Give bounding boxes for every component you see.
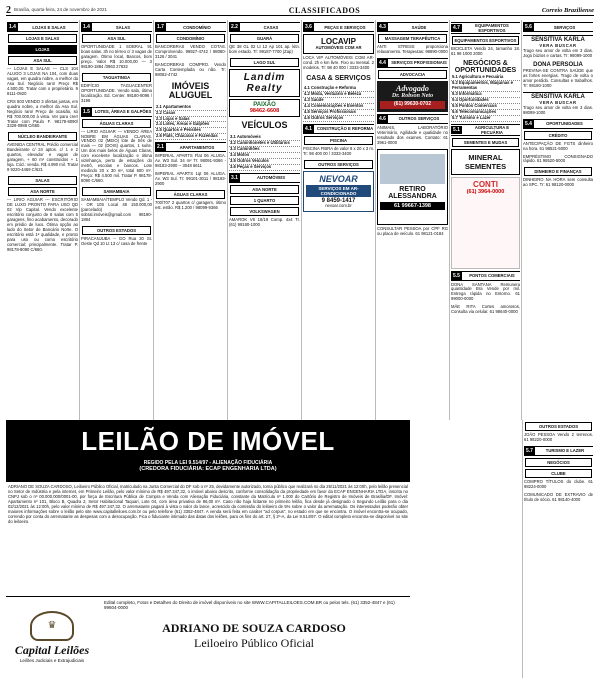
subheading: 1 QUARTO [230,196,299,205]
nevoar-website: nevoar.com.br [325,203,352,209]
classified-ad: LOCA VIP AUTOMÓVEIS COM AR-cond. 2h e km livre. Fixo ou mensal. 2 modelos. Tr: 98 40 000 / 3333-3400 [303,54,374,70]
category-number: 4.4 [379,59,386,66]
category-number: 3.1 [231,174,238,181]
category-header [229,173,300,183]
category-number: 4.3 [379,24,386,30]
retiro-ad [377,149,448,225]
conti-phone: (61) 3964-0000 [466,188,505,195]
section-index [303,86,374,122]
category-name: PEÇAS E SERVIÇOS [324,24,366,30]
page-header-left [6,5,107,16]
section-banner: IMÓVEIS ALUGUEL [168,80,213,101]
section-index-item: 3.2 Caminhonetes e Utilitários [229,141,300,147]
conti-ad [451,177,520,269]
section-banner: VEÍCULOS [241,120,288,131]
subheading: CLUBE [525,469,592,478]
section-index-item: 4.5 Serviços Profissionais [303,110,374,116]
lawyer-phone: (61) 99630-0702 [380,101,445,109]
category-header [303,124,374,134]
auction-banner [6,420,410,482]
subheading: NÚCLEO BANDEIRANTE [8,132,77,141]
subheading: TAGUATINGA [82,73,151,82]
category-name: CASAS [263,24,279,30]
classified-ad: BANCORBRAS COMPRO. Vendo Carta Contemplada ou não. Tr: 98082-4742 [155,61,226,77]
category-number: 5.6 [525,24,532,30]
section-index-item: 5.2 Equipamentos, Máquinas e Ferramentas [451,81,520,92]
subheading: NEGÓCIOS [525,458,592,467]
classified-ad: COMPRO TÍTULOS do clube. 61 98224-0000 [524,478,593,489]
column-4 [228,20,302,420]
classified-ad: BANCORBRAS VENDO COTAS. Compro/vendo. 99927-4742 / 98080-3126 / 3041 [155,44,226,59]
newspaper-name: Correio Braziliense [541,6,594,14]
subheading: LOJAS [8,45,77,54]
category-number: 5.1 [453,126,460,133]
crown-icon: ♛ [30,611,74,641]
classified-ad: BICICLETA Vendo 24, tamanho 18. 61 98 1000 2000 [451,46,520,56]
subheading: LOJAS E SALAS [8,34,77,43]
subheading: CRÉDITO [524,131,592,140]
psychic-tagline: VERA BUSCAR [539,99,577,105]
subheading: EQUIPAMENTOS ESPORTIVOS [452,36,519,45]
nevoar-service: SERVIÇOS EM AR-CONDICIONADO [306,185,371,198]
classified-ad: DINHEIRO NA HORA sem consulta ao SPC. Tr: 61 98120-0000 [523,177,593,188]
nevoar-logo: NEVOAR [319,173,358,184]
column-2 [80,20,154,420]
classified-ad: ANTI STRESS proporciona relaxamento. Terapeutas: 98890-0000 [377,44,448,54]
classified-ad: 700/707 2 quartos c/ garagem, ótimo est. estilo. R$ 1.200 / 98099-9366 [155,200,226,210]
category-header [377,22,448,32]
category-header [451,124,520,136]
auction-notice-text: ADRIANO DE SOUZA CARDOSO, Leiloeiro Público Oficial, matriculado na Junta Comercial do DF sob o nº 25, devidamente autorizado, torna público que realizará no dia 25/11/2021 às 12:00h, pelo leilão presencial no Setor de Indústria e pela internet, em Primeiro Leilão, pelo valor mínimo de R$ 497.347,32, o imóvel abaixo descrito, conforme consolidação da propriedade em favor da ECAP ENGENHARIA LTDA, inscrita no CNPJ sob o nº 00.000.000/0001-00, por força de Escritura Pública de Compra e Venda com Alienação Fiduciária, constante da Matrícula nº 1.000 do Cartório de Registro de Imóveis de Brasília/DF. Imóvel: Apartamento nº 101, Bloco B, Quadra 2, Setor Habitacional Taquari, Lote 04, com área privativa de 86,00 m². Caso não haja licitante no primeiro leilão, fica desde já designado o Segundo Leilão para o dia 02/12/2021 às 12:00h, pelo valor mínimo de R$ 497.347,32. O arrematante pagará à vista o valor do lance, acrescido da comissão do leiloeiro de 5% sobre o valor da arrematação. Os interessados poderão obter maiores informações sobre o leilão pelo site www.capitalleiloes.com.br ou pelo telefone (61) 3352-4847. A venda será feita em caráter "ad corpus", no estado em que se encontra. O imóvel encontra-se ocupado, correndo por conta do arrematante as despesas com a desocupação. Fica o fiduciante intimado das datas dos leilões, para os fins do art. 27, § 2º-A, da Lei 9.514/97. O edital completo encontra-se disponível no site do leiloeiro. [8,484,408,524]
section-index-item: 2.5 Quartos e Pensões [155,128,226,134]
subheading: ÁGUAS CLARAS [82,119,151,128]
column-8-continued [522,420,594,678]
subheading: OUTROS ESTADOS [525,422,592,431]
subheading: SALAS [8,176,77,185]
category-header [155,142,226,152]
classified-ad: PIRACANJUBA -- GO Rua 20 St. Oeste Qd 10 Lt 13 c/ casa de frente [81,235,152,246]
section-index-item: 2.6 Flats, Chácaras e Fazendas [155,134,226,140]
section-index-item: 4.1 Construção e Reforma [303,86,374,92]
classified-ad: JOÃO PESSOA Vendo 2 terrenos. 61 98220-0000 [524,432,593,442]
column-8 [522,20,594,420]
subheading: PISCINA [304,136,373,145]
classified-ad: CONSULTAR PESSOA por CPF RG ou placa de veículo. 61 98121-0184 [377,225,448,236]
section-index-item: 4.4 Comemorações e Eventos [303,104,374,110]
category-name: AUTOMÓVEIS [256,175,286,181]
auction-footer [6,596,410,678]
auction-creditor: (CREDORA FIDUCIÁRIA: ECAP ENGENHARIA LTDA) [139,466,277,472]
category-header [81,107,152,117]
locavip-tagline: AUTOMÓVEIS COM AR [315,45,362,50]
lawyer-ad [377,81,448,112]
subheading: SEMENTES E MUDAS [452,138,519,147]
subheading: CONDOMÍNIO [156,34,225,43]
section-title: CLASSIFICADOS [288,5,361,15]
classified-ad: MÃE RITA Cortes amorosos, Consulta via celular. 61 98640-0000 [451,304,520,315]
category-name: EQUIPAMENTOS ESPORTIVOS [475,23,509,33]
section-index-item: 5.4 Oportunidades [451,98,520,104]
section-index-item: 3.4 Motos [229,153,300,159]
psychic-ad [523,92,593,116]
psychic-name: SENSITIVA KARLA [531,37,585,43]
boxed-ad-title: PAIXÃO [253,101,276,108]
psychic-name: DONA PERSOLIA [533,61,583,68]
category-number: 4.7 [453,25,460,31]
classified-ad: PREVINA-SE CONTRA SAÚDE que as fortes energias. Trago de volta o amor perdido. Consultas e trabalhos. Tr: 98180-1000 [523,67,593,88]
classifieds-columns [6,20,594,420]
subheading: SAMAMBAIA [82,187,151,196]
section-index-item: 4.6 Outros Serviços [303,116,374,122]
section-index [155,105,226,141]
psychic-name: SENSITIVA KARLA [531,93,585,100]
classified-ad: ANIMAIS, LABORATÓRIO Veterinário, Agilidade e qualidade no resultado dos exames. Contato: 61 3961-0000 [377,124,448,145]
auctioneer-logo [6,597,98,678]
category-header [451,271,520,281]
category-number: 1.5 [83,108,90,115]
section-index-item: 4.3 Saúde [303,98,374,104]
section-index-item: 2.4 Lotes, Áreas e Galpões [155,122,226,128]
section-index [451,75,520,122]
classified-ad: AVENIDA CENTRAL Prédio comercial Bandeirante c/ 24 aptos. c/ 1 e 2 quartos, elevador e vagas de garagem, + 60 m² construídos + 1 loja. Cód.: venda. R$ 4.990 mil. Tratar 9 9220-4469 C/621 [7,142,78,173]
classified-ad: --- LIRIO AGUIAR --- VENDO ÁREA NOBRE EM ÁGUAS CLARAS. VENDO 02 (MEIO) lote de três de mais — 02 (DOIS) quartos, 1 suíte. Um dos mais belos de Águas Claras, com excelente localização e ótima vizinhança, perto de estações do metrô, escolas e bancos. Lote medindo 20 x 30 m², total 600 m². Preço: R$ 4.500 mil. Tratar P. 98178-8090 C/660. [81,128,152,184]
category-header [524,446,593,456]
section-index-item: 2.2 Casas [155,111,226,117]
lawyer-ad-title: Advogado [396,83,429,93]
auctioneer-role: Leiloeiro Público Oficial [194,635,314,650]
mineral-ad [451,149,520,175]
subheading: DINHEIRO E FINANÇAS [524,167,592,176]
realty-ad [229,69,300,97]
locavip-logo: LOCAVIP [321,37,356,46]
section-index-item: 2.1 Apartamentos [155,105,226,111]
locavip-ad [303,34,374,54]
subheading: ÁGUAS CLARAS [156,190,225,199]
auction-info-text: Edital completo, Fotos e Detalhes do Direito de imóvel disponíveis no site WWW.CAPITALLEILOES.COM.BR ou pelos tels. (61) 3352-4847 e (61) 99604-0000 [104,600,395,611]
conti-logo: CONTI [473,179,498,189]
classified-ad: --- LOJAS E SALAS --- CLS 104 ALUGO 3 LOJAS NA 104, com duas vagas, em quadra nobre, a melhor da Asa Sul. Negócio raro! Preço R$ 4.500,00. Tratar com o proprietário. 9 8111-0920 [7,66,78,96]
section-index-item: 5.3 Informática [451,92,520,98]
auctioneer-name: ADRIANO DE SOUZA CARDOSO [162,620,346,635]
subheading: ASA NORTE [230,185,299,194]
section-index-item: 3.1 Automóveis [229,135,300,141]
category-header [7,22,78,32]
page-date: Brasília, quarta-feira, 24 de novembro de 2021 [14,7,108,13]
category-name: SALAS [115,24,131,30]
subheading: ADVOCACIA [378,70,447,79]
category-number: 1.4 [83,24,90,30]
section-index-item: 3.6 Peças e Serviços [229,165,300,171]
page-header [6,5,594,16]
section-index [229,135,300,171]
section-index-item: 5.6 Telecomunicações [451,110,520,116]
section-index-item: 3.3 Caminhões [229,147,300,153]
category-name: AGRICULTURA E PECUÁRIA [474,124,510,135]
column-6 [376,20,450,420]
psychic-tagline: VERA BUSCAR [539,43,577,48]
subheading: MASSAGEM TERAPÊUTICA [378,34,447,43]
column-7 [450,20,522,420]
category-header [523,119,593,129]
category-number: 3.6 [305,24,312,30]
category-number: 1.4 [9,24,16,30]
classified-ad: EMPRÉSTIMO CONSIGNADO rápido. 61 98520-5000 [523,153,593,164]
category-name: SERVIÇOS PROFISSIONAIS [391,60,447,66]
classified-ad: Trago seu amor de volta em 3 dias. Jogo búzios e cartas. Tr: 98099-1000 [523,48,593,58]
category-name: PONTOS COMERCIAIS [469,273,515,279]
classified-ad: PISCINA FIBRA de valor 8 x 20 x 3 m. Tr: 98 400 00 / 3333-3400 [303,145,374,156]
classified-ad: IMPERIAL APARTS Flat 06 ALUGA. Av. W3 Sul. 34 m² Tr: 98091-9366 - 98183-2900 -- 3048 6611 [155,153,226,169]
subheading: ASA NORTE [8,187,77,196]
auctioneer-logo-tagline: Leilões Judiciais e Extrajudiciais [19,658,85,664]
classified-ad: OPORTUNIDADE 1 SOBRAL 91 boas salas. 3h no térreo c/ 3 vagas de garagem. Ótimo local, Bancos, bom preço. Valor R$ 10.000,00 — 3 98190-1884 /3963 27632 [81,44,152,69]
category-name: SAÚDE [411,24,427,30]
subheading: ASA SUL [8,56,77,65]
auction-title: LEILÃO DE IMÓVEL [81,426,335,456]
section-banner: CASA & SERVIÇOS [306,74,371,82]
retiro-title: RETIRO ALESSANDRA [388,185,437,200]
category-header [377,58,448,68]
subheading: GUARÁ [230,34,299,43]
nevoar-ad [303,171,374,213]
category-name: OPORTUNIDADES [546,121,583,127]
boxed-ad-phone: 98462-6608 [249,107,280,114]
subheading: OUTROS SERVIÇOS [304,160,373,169]
classified-ad: COMUNICADO DE EXTRAVIO de título de sócio. 61 98140-4000 [524,491,593,502]
classified-ad: EDIFÍCIO TAGUACENTER OPORTUNIDADE. Vendo sala, ótima localização. Ed. Center. 98180-8096 / 3198 [81,82,152,103]
category-number: 4.6 [379,115,386,122]
category-header [451,22,520,34]
classified-ad: ANTECIPAÇÃO DE FGTS dinheiro na hora. 61 98521-5000 [523,140,593,151]
page-number: 2 [6,4,11,16]
category-name: CONSTRUÇÃO E REFORMA [316,126,374,132]
category-name: CONDOMÍNIO [183,24,211,30]
category-name: LOJAS E SALAS [32,24,66,30]
category-number: 2.2 [231,24,238,30]
retiro-phone: 61 99667-1398 [380,202,445,210]
category-header [81,22,152,32]
lawyer-name: Dr. Robson Neto [391,92,434,99]
classified-ad: SAMAMBAIA/TEMPLO Vendo Qd. 1 -- OR 10S Local 48 150.000,00 (parcelado) sobral.imóveis@gmail.com 98190-1884 [81,197,152,222]
psychic-ad [523,35,593,59]
category-number: 4.1 [305,125,312,132]
category-header [155,22,226,32]
category-header [229,22,300,32]
category-name: SERVIÇOS [553,24,576,30]
category-name: APARTAMENTOS [179,144,215,150]
category-number: 5.5 [453,272,460,279]
category-header [377,114,448,124]
section-index-item: 5.7 Turismo e Lazer [451,116,520,122]
mineral-title: MINERAL SEMENTES [464,152,507,171]
section-index-item: 5.1 Agricultura e Pecuária [451,75,520,81]
realty-logo: Landim Realty [243,71,286,94]
section-index-item: 3.5 Outros Veículos [229,159,300,165]
category-number: 5.7 [526,447,533,454]
retiro-photo [380,154,445,184]
auction-subtitle: REGIDO PELA LEI 9.514/97 - ALIENAÇÃO FIDUCIÁRIA [143,460,273,466]
category-name: TURISMO E LAZER [545,448,585,454]
category-name: LOTES, ÁREAS E GALPÕES [94,109,152,115]
classified-ad: CRS 503 VENDO 3 ofertas juntas, em quadra nobre, a melhor da Asa Sul. Negócio raro! Preço de ocasião, só R$ 700.000,00 à vista. Ver para crer! Tratar com Paulo F. 98178-8090/ 3328-0988 C/660. [7,98,78,129]
subheading: VOLKSWAGEN [230,207,299,216]
column-3 [154,20,228,420]
section-index-item: 4.2 Moda, Vestuário e Beleza [303,92,374,98]
boxed-ad [229,99,300,117]
category-header [523,22,593,32]
classified-ad: DONA SANTANA Remunera quantidade Bra Vende por mil. Entrega rápida no Entorno. 61 99000-0000 [451,281,520,302]
lower-right-columns [412,420,594,678]
classified-ad: Trago seu amor de volta em 3 dias. 98099-1000 [523,104,593,115]
section-index-item: 2.3 Lojas e Salas [155,117,226,123]
auctioneer-logo-name: Capital Leilões [14,643,90,658]
section-index-item: 5.5 Pontos Comerciais [451,104,520,110]
category-header [303,22,374,32]
subheading: OUTROS ESTADOS [82,226,151,235]
classified-ad: --- LIRIO AGUIAR --- ESCRITÓRIO DE LUXO PRONTO PARA USO QD 02 Vip Capital. Vendo excelente escritório conjunto de 6 salas com 5 garagens, fino acabamento, decorado em prédio de luxo. Ótima opção ao lado do Setor de Bancário Norte. O escritório está 1ª qualidade, e pronto para uso ou como escritório comercial; principalmente. Tratar P. 98178-8090 C/660. [7,197,78,252]
category-name: OUTROS SERVIÇOS [398,116,440,122]
column-1 [6,20,80,420]
category-number: 2.1 [157,144,164,151]
section-banner: NEGÓCIOS & OPORTUNIDADES [454,59,517,74]
classified-ad: AMAROK V6 18/19 Comp. 4x4 Tr. (61) 99180-1000 [229,216,300,227]
nevoar-phone: 9 8459-1417 [321,198,356,205]
subheading: LAGO SUL [230,58,299,67]
subheading: ASA SUL [82,34,151,43]
classified-ad: QE 38 GL 02 Lt 12 Ap 101 ap. kitn. bom estado. Tr: 99187-7700 (Zap) [229,44,300,54]
category-number: 1.7 [157,24,164,30]
classified-ad: IMPERIAL APARTS 1qt 06 ALUGA. Av. W3 Sul. Tr: 99101-3011 / 98183-2900 [155,171,226,187]
auctioneer-info [98,597,410,678]
category-number: 5.4 [525,120,532,127]
column-5 [302,20,376,420]
